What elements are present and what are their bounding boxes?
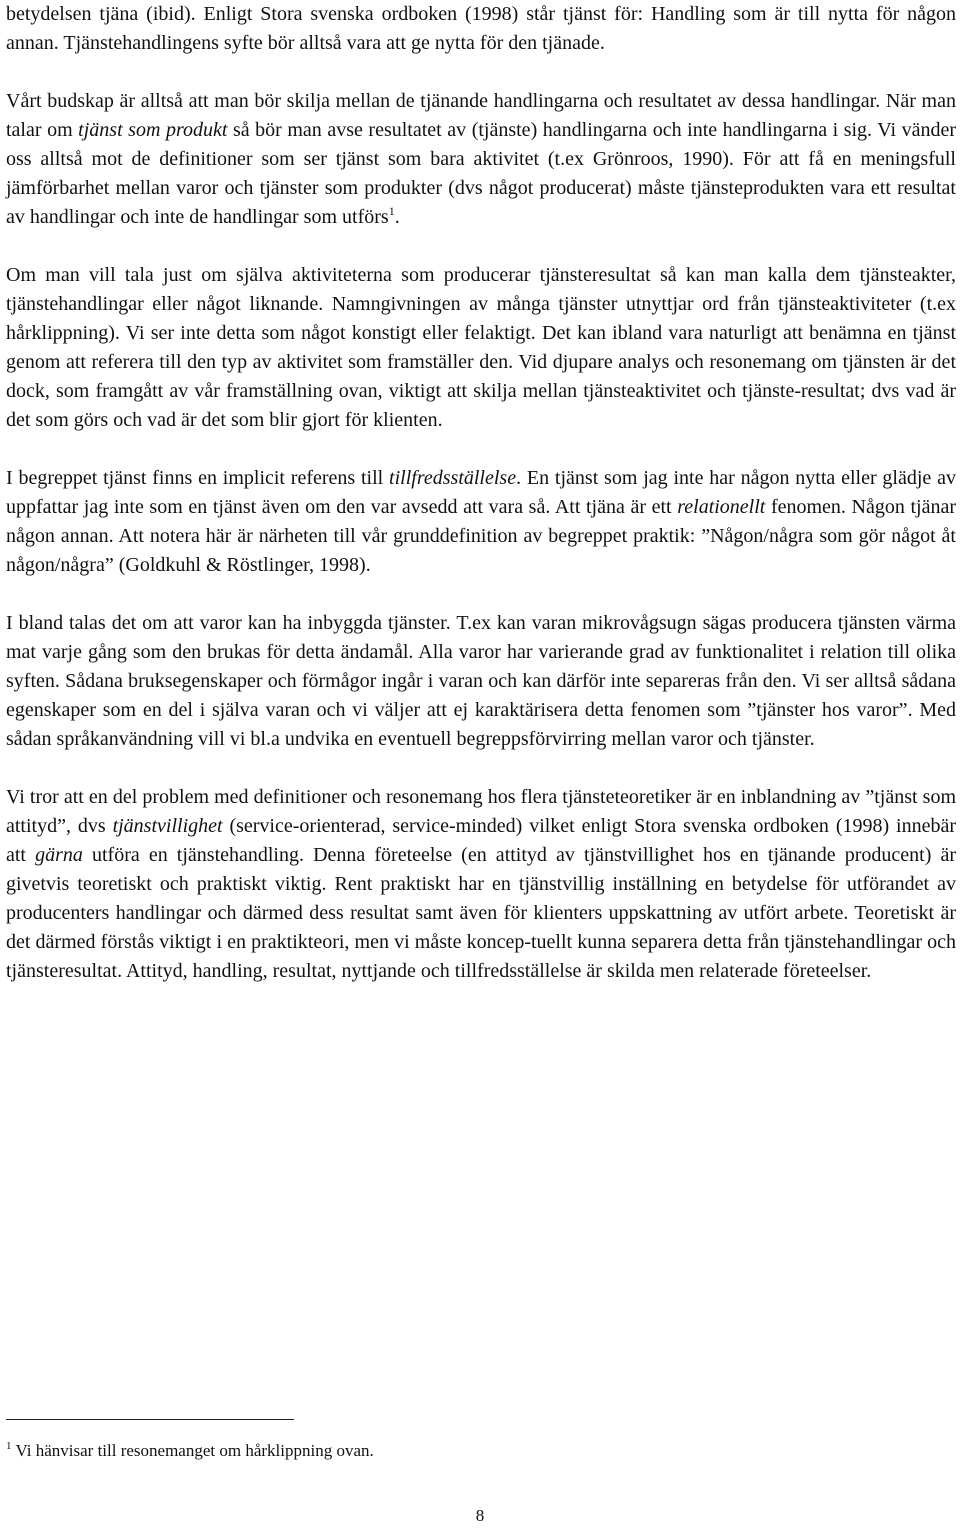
page-number: 8 bbox=[475, 1506, 485, 1525]
body-paragraph bbox=[6, 609, 956, 754]
paragraph-text: Vårt budskap är alltså att man bör skilja mellan de tjänande handlingarna och resultatet av dessa handlingar. När man talar om bbox=[6, 90, 956, 141]
paragraph-text: Om man vill tala just om själva aktiviteterna som producerar tjänsteresultat så kan man kalla dem tjänsteakter, tjänstehandlingar eller något liknande. Namngivningen av många tjänster utnyttjar ord från tjänsteaktiviteter (t.ex hårklippning). Vi ser inte detta som något konstigt eller felaktigt. Det kan ibland vara naturligt att benämna en tjänst genom att referera till den typ av aktivitet som framställer den. Vid djupare analys och resonemang om tjänsten är det dock, som framgått av vår framställning ovan, viktigt att skilja mellan tjänsteaktivitet och tjänste-resultat; dvs vad är det som görs och vad är det som blir gjort för klienten. bbox=[6, 264, 956, 431]
paragraph-text: betydelsen tjäna (ibid). Enligt Stora svenska ordboken (1998) står tjänst för: Handling som är till nytta för någon annan. Tjänstehandlingens syfte bör alltså vara att ge nytta för den tjänade. bbox=[6, 3, 956, 54]
footnote-reference: 1 bbox=[388, 204, 395, 218]
paragraph-text: fenomen. Någon tjänar någon annan. Att notera här är närheten till vår grunddefinition av begreppet praktik: ”Någon/några som gör något åt någon/några” (Goldkuhl & Röstlinger, 1998). bbox=[6, 496, 956, 576]
body-paragraph bbox=[6, 261, 956, 435]
paragraph-text: så bör man avse resultatet av (tjänste) handlingarna och inte handlingarna i sig. Vi vänder oss alltså mot de definitioner som ser tjänst som bara aktivitet (t.ex Grönroos, 1990). För att få en meningsfull jämförbarhet mellan varor och tjänster som produkter (dvs något producerat) måste tjänsteprodukten vara ett resultat av handlingar och inte de handlingar som utförs bbox=[6, 119, 956, 228]
body-paragraph bbox=[6, 464, 956, 580]
italic-text: tillfredsställelse bbox=[389, 467, 517, 489]
body-paragraph bbox=[6, 0, 956, 58]
body-paragraph bbox=[6, 783, 956, 986]
paragraph-text: Vi tror att en del problem med definitioner och resonemang hos flera tjänsteteoretiker är en inblandning av ”tjänst som attityd”, dvs bbox=[6, 786, 956, 837]
footnote bbox=[6, 1440, 906, 1462]
italic-text: tjänstvillighet bbox=[112, 815, 223, 837]
paragraph-text: . En tjänst som jag inte har någon nytta eller glädje av uppfattar jag inte som en tjänst även om den var avsedd att vara så. Att tjäna är ett bbox=[6, 467, 956, 518]
paragraph-text: I begreppet tjänst finns en implicit referens till bbox=[6, 467, 390, 489]
body-paragraph bbox=[6, 87, 956, 232]
italic-text: tjänst som produkt bbox=[78, 119, 228, 141]
footnote-separator bbox=[6, 1419, 294, 1420]
footnote-number: 1 bbox=[6, 1440, 12, 1452]
footnote-text: Vi hänvisar till resonemanget om hårklippning ovan. bbox=[15, 1441, 374, 1460]
italic-text: gärna bbox=[35, 844, 83, 866]
document-page bbox=[6, 0, 956, 986]
paragraph-text: (service-orienterad, service-minded) vilket enligt Stora svenska ordboken (1998) innebär att bbox=[6, 815, 957, 866]
paragraph-text: I bland talas det om att varor kan ha inbyggda tjänster. T.ex kan varan mikrovågsugn sägas producera tjänsten värma mat varje gång som den brukas för detta ändamål. Alla varor har varierande grad av funktionalitet i relation till olika syften. Sådana bruksegenskaper och förmågor ingår i varan och kan därför inte separeras från den. Vi ser alltså sådana egenskaper som en del i själva varan och vi väljer att ej karaktärisera detta fenomen som ”tjänster hos varor”. Med sådan språkanvändning vill vi bl.a undvika en eventuell begreppsförvirring mellan varor och tjänster. bbox=[6, 612, 956, 750]
italic-text: relationellt bbox=[677, 496, 766, 518]
paragraph-text: utföra en tjänstehandling. Denna företeelse (en attityd av tjänstvillighet hos en tjänande producent) är givetvis teoretiskt och praktiskt viktig. Rent praktiskt har en tjänstvillig inställning en betydelse för utförandet av producenters handlingar och därmed dess resultat samt även för klienters uppskattning av utfört arbete. Teoretiskt är det därmed förstås viktigt i en praktikteori, men vi måste koncep-tuellt kunna separera detta från tjänstehandlingar och tjänsteresultat. Attityd, handling, resultat, nyttjande och tillfredsställelse är skilda men relaterade företeelser. bbox=[6, 844, 956, 982]
paragraph-text: . bbox=[394, 206, 400, 228]
